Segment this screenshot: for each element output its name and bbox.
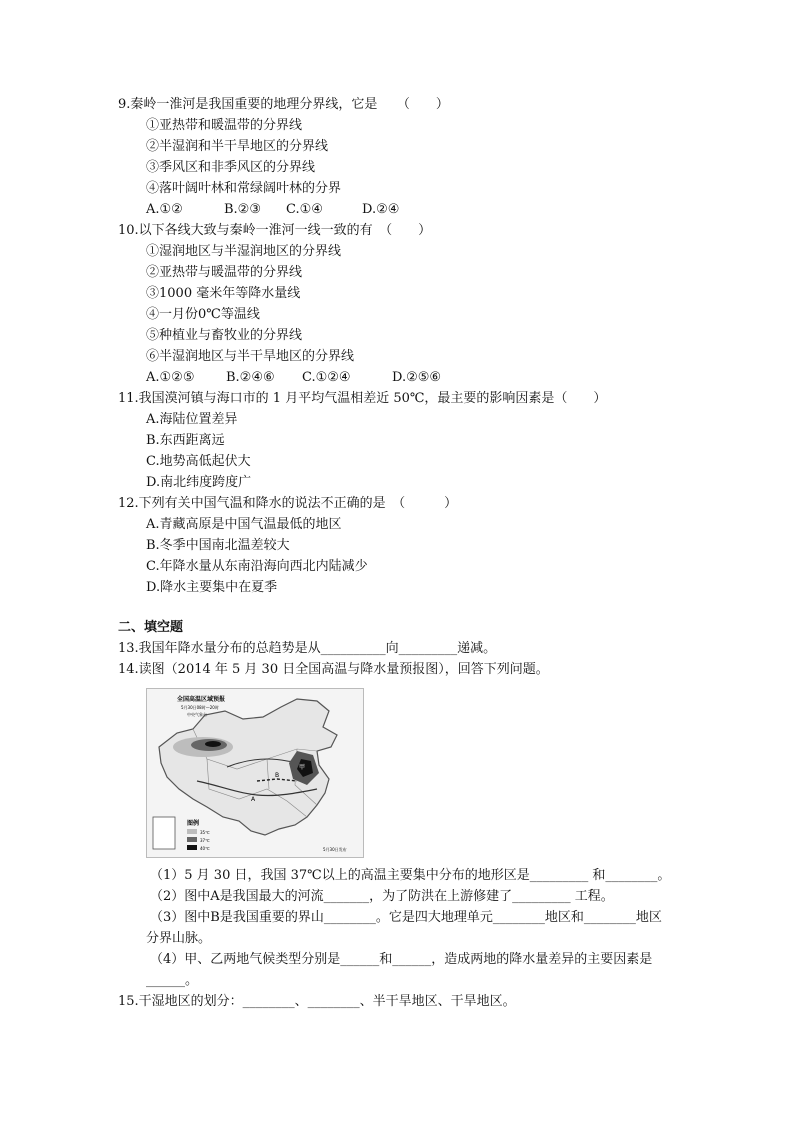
section-title: 二、填空题 [118, 620, 184, 635]
q12-option: C.年降水量从东南沿海向西北内陆减少 [146, 559, 368, 574]
q12-option: B.冬季中国南北温差较大 [146, 538, 290, 553]
q10-choice: B.②④⑥ [226, 370, 275, 385]
q10-choices [146, 368, 441, 388]
q9-choice: A.①② [146, 202, 183, 217]
label-a: A [251, 796, 256, 803]
q11-option: A.海陆位置差异 [146, 412, 238, 427]
q9-option: ②半湿润和半干旱地区的分界线 [146, 139, 329, 154]
q10-choice: C.①②④ [302, 370, 351, 385]
map-graphic [147, 689, 363, 857]
legend-label: 37℃ [200, 838, 210, 843]
q14-part: （2）图中A是我国最大的河流_______，为了防洪在上游修建了_________ 工程。 [150, 889, 614, 904]
q14-part: ______。 [146, 973, 199, 988]
legend-label: 40℃ [200, 846, 210, 851]
q9-choice: B.②③ [224, 202, 261, 217]
q15-text: 15.干湿地区的划分：________、________、半干旱地区、干旱地区。 [118, 994, 516, 1009]
map-issuer: 中央气象台 [187, 712, 207, 717]
q10-choice: A.①②⑤ [146, 370, 195, 385]
legend-swatch-40 [187, 845, 197, 850]
q14-stem: 14.读图（2014 年 5 月 30 日全国高温与降水量预报图），回答下列问题。 [118, 662, 549, 677]
q10-option: ⑤种植业与畜牧业的分界线 [146, 328, 303, 343]
q11-option: C.地势高低起伏大 [146, 454, 251, 469]
q10-option: ②亚热带与暖温带的分界线 [146, 265, 303, 280]
legend-title: 图例 [187, 820, 200, 827]
q10-stem: 10.以下各线大致与秦岭一淮河一线一致的有 （ ） [118, 223, 432, 238]
q14-part: 分界山脉。 [146, 931, 212, 946]
inset-map [153, 817, 175, 849]
legend-swatch-35 [187, 829, 197, 834]
q10-option: ③1000 毫米年等降水量线 [146, 286, 301, 301]
legend-label: 35℃ [200, 830, 210, 835]
q9-stem: 9.秦岭一淮河是我国重要的地理分界线，它是 （ ） [118, 97, 449, 112]
label-b: B [275, 772, 280, 779]
q11-option: B.东西距离远 [146, 433, 225, 448]
q11-option: D.南北纬度跨度广 [146, 475, 252, 490]
q9-choice: C.①④ [286, 202, 323, 217]
label-jia: 甲 [299, 764, 306, 771]
q10-choice: D.②⑤⑥ [392, 370, 442, 385]
heat-zone-40 [205, 741, 221, 747]
map-subtitle: 5月30日08时—20时 [181, 705, 219, 710]
q9-option: ①亚热带和暖温带的分界线 [146, 118, 303, 133]
q12-option: A.青藏高原是中国气温最低的地区 [146, 517, 342, 532]
q9-option: ③季风区和非季风区的分界线 [146, 160, 316, 175]
q9-choices [146, 200, 399, 220]
q12-stem: 12.下列有关中国气温和降水的说法不正确的是 （ ） [118, 496, 458, 511]
forecast-map [146, 688, 364, 858]
q14-part: （3）图中B是我国重要的界山________。它是四大地理单元________地区和________地区 [150, 910, 662, 925]
q10-option: ⑥半湿润地区与半干旱地区的分界线 [146, 349, 355, 364]
q14-part: （4）甲、乙两地气候类型分别是______和______，造成两地的降水量差异的主要因素是 [150, 952, 653, 967]
q14-part: （1）5 月 30 日，我国 37℃以上的高温主要集中分布的地形区是_________ 和________。 [150, 868, 671, 883]
q10-option: ④一月份0℃等温线 [146, 307, 260, 322]
q13-text: 13.我国年降水量分布的总趋势是从__________向_________递减。 [118, 641, 497, 656]
legend-swatch-37 [187, 837, 197, 842]
q9-choice: D.②④ [362, 202, 400, 217]
q9-option: ④落叶阔叶林和常绿阔叶林的分界 [146, 181, 342, 196]
q11-stem: 11.我国漠河镇与海口市的 1 月平均气温相差近 50℃，最主要的影响因素是（ ） [118, 391, 607, 406]
map-title: 全国高温区域预报 [177, 696, 226, 703]
q10-option: ①湿润地区与半湿润地区的分界线 [146, 244, 342, 259]
map-footer: 5月30日发布 [323, 847, 347, 852]
q12-option: D.降水主要集中在夏季 [146, 580, 278, 595]
